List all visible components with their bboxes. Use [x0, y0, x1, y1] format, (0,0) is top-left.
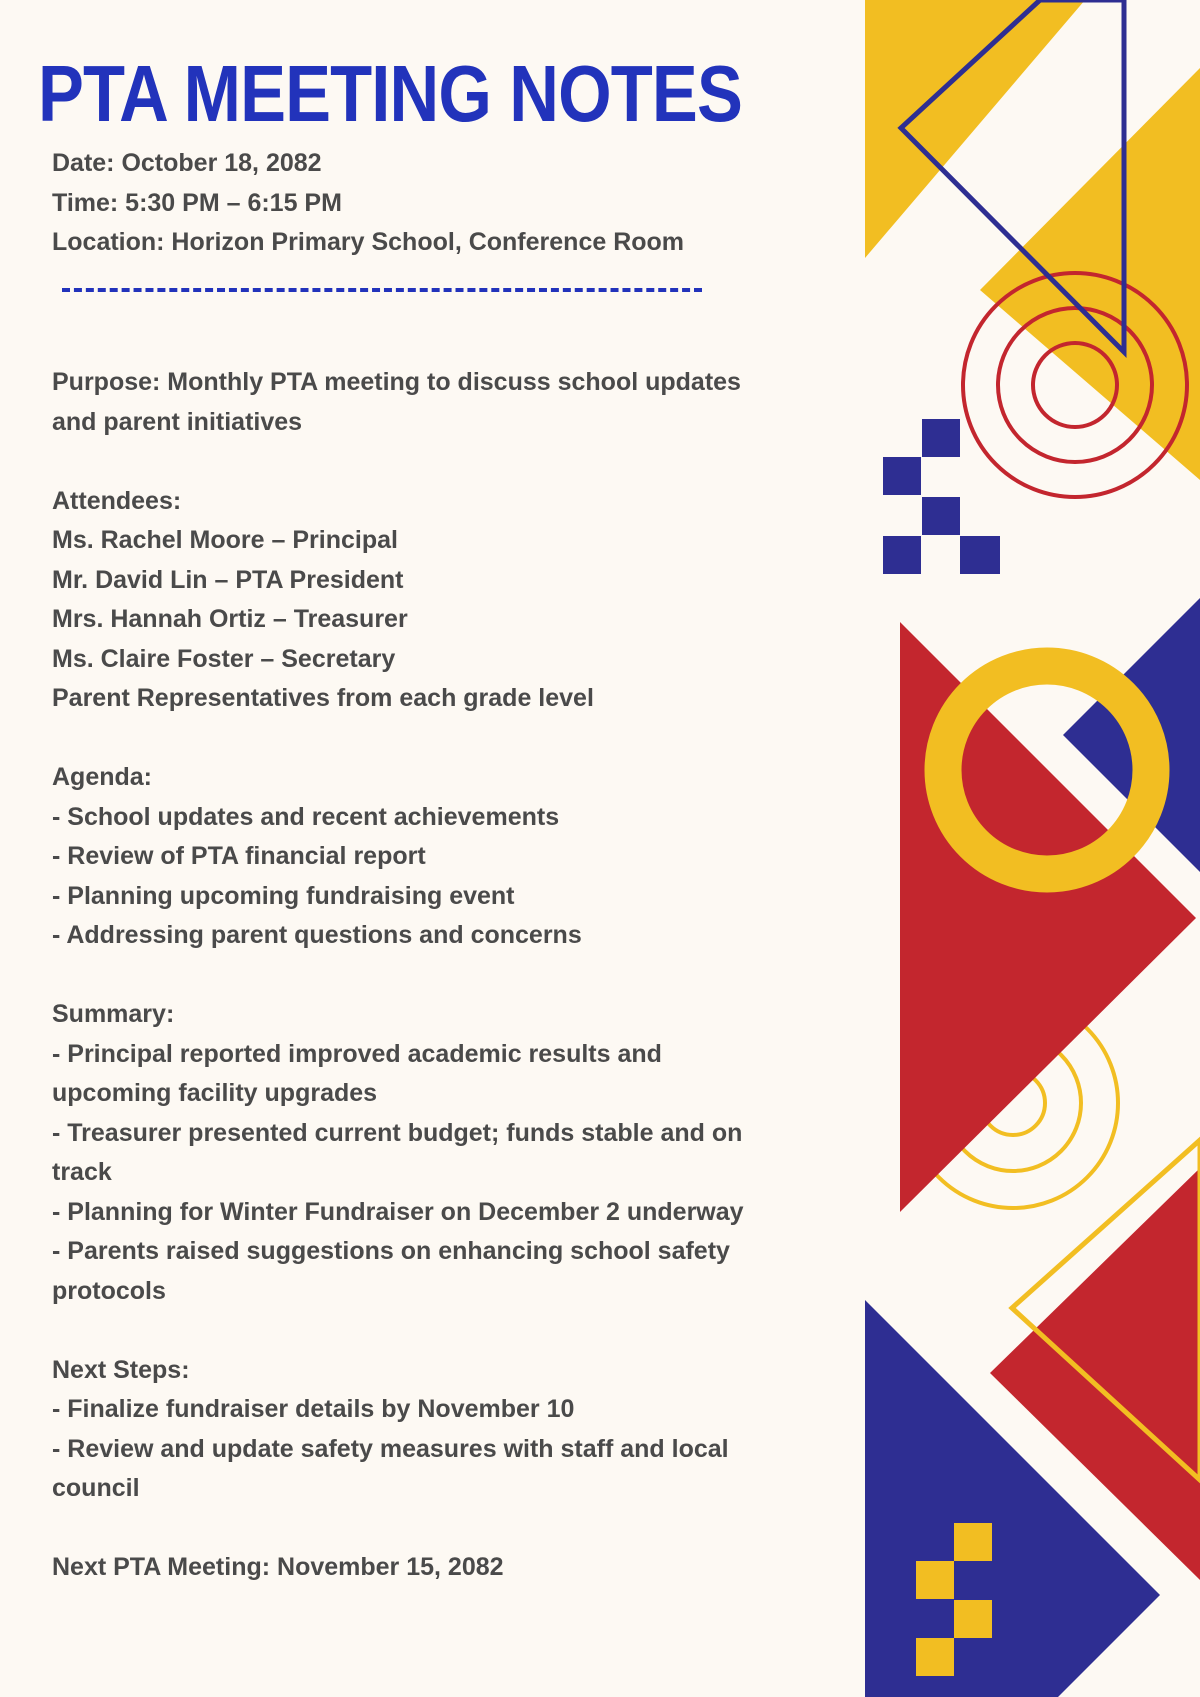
purpose-line: and parent initiatives — [52, 407, 303, 436]
next-steps-heading: Next Steps: — [52, 1355, 190, 1384]
summary-heading: Summary: — [52, 1000, 175, 1028]
yellow-checker-square — [916, 1561, 954, 1599]
agenda-item: - Planning upcoming fundraising event — [52, 881, 515, 910]
navy-checker-square — [883, 457, 921, 495]
summary-line: upcoming facility upgrades — [52, 1079, 378, 1107]
meeting-details — [52, 144, 752, 263]
page-title: PTA MEETING NOTES — [38, 49, 742, 138]
agenda-heading: Agenda: — [52, 763, 152, 791]
summary-section — [52, 995, 792, 1311]
attendee-item: Mr. David Lin – PTA President — [52, 565, 404, 594]
geometric-decoration — [865, 0, 1200, 1697]
next-meeting-section — [52, 1548, 792, 1588]
summary-line: - Principal reported improved academic results and — [52, 1039, 662, 1068]
agenda-item: - School updates and recent achievements — [52, 802, 560, 831]
notes-body — [52, 363, 792, 1588]
dashed-divider — [62, 288, 702, 292]
attendees-section — [52, 482, 792, 719]
meeting-time: Time: 5:30 PM – 6:15 PM — [52, 188, 342, 217]
navy-checker-square — [922, 419, 960, 457]
purpose-line: Purpose: Monthly PTA meeting to discuss school updates — [52, 368, 741, 396]
agenda-item: - Addressing parent questions and concerns — [52, 921, 582, 949]
summary-line: protocols — [52, 1276, 166, 1305]
navy-checker-square — [960, 536, 1000, 574]
navy-checker-square — [922, 497, 960, 535]
agenda-section — [52, 758, 792, 956]
attendee-item: Parent Representatives from each grade level — [52, 684, 594, 712]
yellow-checker-square — [916, 1638, 954, 1676]
purpose-section — [52, 363, 792, 442]
attendee-item: Mrs. Hannah Ortiz – Treasurer — [52, 605, 408, 633]
yellow-checker-square — [954, 1523, 992, 1561]
attendee-item: Ms. Rachel Moore – Principal — [52, 526, 398, 554]
summary-line: - Parents raised suggestions on enhancing school safety — [52, 1237, 730, 1265]
next-step-line: council — [52, 1474, 140, 1502]
yellow-checker-square — [954, 1600, 992, 1638]
next-step-line: - Finalize fundraiser details by November 10 — [52, 1395, 575, 1423]
next-step-line: - Review and update safety measures with staff and local — [52, 1434, 729, 1463]
meeting-date: Date: October 18, 2082 — [52, 149, 322, 177]
summary-line: track — [52, 1158, 112, 1186]
agenda-item: - Review of PTA financial report — [52, 842, 426, 870]
summary-line: - Treasurer presented current budget; funds stable and on — [52, 1118, 743, 1147]
navy-checker-square — [883, 536, 921, 574]
summary-line: - Planning for Winter Fundraiser on December 2 underway — [52, 1197, 744, 1226]
next-steps-section — [52, 1351, 792, 1509]
next-meeting-date: Next PTA Meeting: November 15, 2082 — [52, 1553, 504, 1581]
attendees-heading: Attendees: — [52, 486, 182, 515]
meeting-location: Location: Horizon Primary School, Conference Room — [52, 228, 685, 256]
attendee-item: Ms. Claire Foster – Secretary — [52, 644, 396, 673]
